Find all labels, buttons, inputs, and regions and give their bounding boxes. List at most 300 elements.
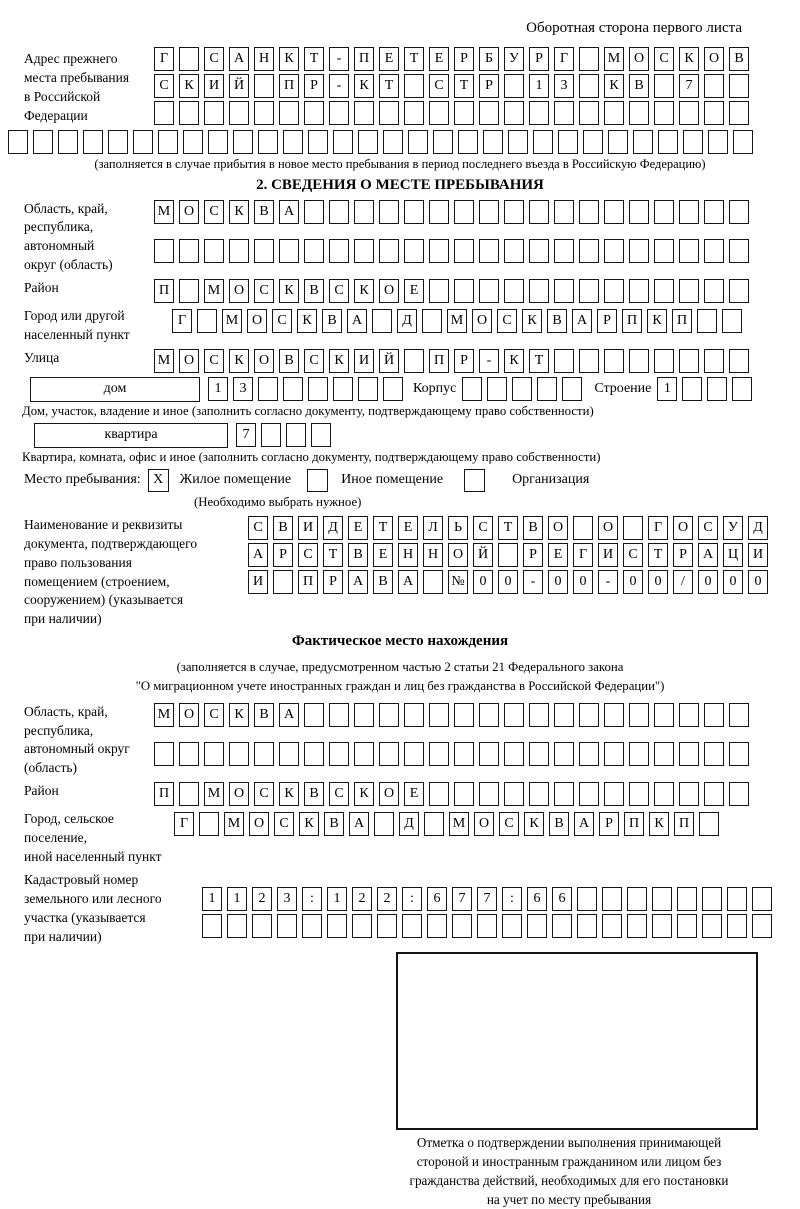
char-cell[interactable] [579, 349, 599, 373]
char-cell[interactable]: В [549, 812, 569, 836]
char-cell[interactable] [404, 200, 424, 224]
char-cell[interactable] [727, 887, 747, 911]
char-cell[interactable]: Р [323, 570, 343, 594]
char-cell[interactable] [562, 377, 582, 401]
char-cell[interactable]: К [279, 782, 299, 806]
char-cell[interactable]: 7 [236, 423, 256, 447]
char-cell[interactable]: О [448, 543, 468, 567]
char-cell[interactable] [629, 349, 649, 373]
char-cell[interactable]: Р [599, 812, 619, 836]
char-cell[interactable] [258, 130, 278, 154]
char-cell[interactable]: Г [172, 309, 192, 333]
char-cell[interactable]: 1 [529, 74, 549, 98]
char-cell[interactable] [729, 349, 749, 373]
char-cell[interactable] [752, 914, 772, 938]
char-cell[interactable] [254, 101, 274, 125]
char-cell[interactable]: Е [429, 47, 449, 71]
cadastral-row-1[interactable] [202, 887, 772, 911]
char-cell[interactable] [504, 101, 524, 125]
char-cell[interactable]: П [624, 812, 644, 836]
char-cell[interactable] [679, 101, 699, 125]
char-cell[interactable]: 0 [748, 570, 768, 594]
char-cell[interactable]: О [379, 279, 399, 303]
char-cell[interactable]: П [298, 570, 318, 594]
char-cell[interactable] [504, 279, 524, 303]
char-cell[interactable] [554, 782, 574, 806]
char-cell[interactable] [704, 349, 724, 373]
char-cell[interactable] [279, 239, 299, 263]
char-cell[interactable] [702, 887, 722, 911]
char-cell[interactable]: 2 [352, 887, 372, 911]
char-cell[interactable]: В [373, 570, 393, 594]
char-cell[interactable]: Р [523, 543, 543, 567]
char-cell[interactable]: С [254, 279, 274, 303]
char-cell[interactable]: П [674, 812, 694, 836]
char-cell[interactable] [154, 239, 174, 263]
char-cell[interactable]: 6 [527, 887, 547, 911]
char-cell[interactable] [154, 101, 174, 125]
char-cell[interactable]: В [629, 74, 649, 98]
char-cell[interactable]: С [298, 543, 318, 567]
char-cell[interactable]: К [329, 349, 349, 373]
char-cell[interactable] [261, 423, 281, 447]
char-cell[interactable]: Т [529, 349, 549, 373]
char-cell[interactable]: Е [398, 516, 418, 540]
char-cell[interactable]: С [654, 47, 674, 71]
char-cell[interactable] [623, 516, 643, 540]
char-cell[interactable] [311, 423, 331, 447]
char-cell[interactable]: К [279, 279, 299, 303]
char-cell[interactable]: 3 [277, 887, 297, 911]
char-cell[interactable] [279, 101, 299, 125]
char-cell[interactable] [752, 887, 772, 911]
char-cell[interactable] [227, 914, 247, 938]
char-cell[interactable]: С [329, 782, 349, 806]
char-cell[interactable] [604, 703, 624, 727]
char-cell[interactable] [429, 703, 449, 727]
char-cell[interactable]: С [329, 279, 349, 303]
char-cell[interactable]: М [154, 349, 174, 373]
char-cell[interactable] [579, 239, 599, 263]
char-cell[interactable]: М [224, 812, 244, 836]
district-row[interactable] [154, 279, 749, 303]
char-cell[interactable] [654, 349, 674, 373]
char-cell[interactable]: В [547, 309, 567, 333]
char-cell[interactable] [579, 200, 599, 224]
char-cell[interactable]: А [349, 812, 369, 836]
char-cell[interactable] [654, 200, 674, 224]
char-cell[interactable]: О [472, 309, 492, 333]
residence-checkbox-org[interactable] [464, 469, 485, 492]
char-cell[interactable] [498, 543, 518, 567]
char-cell[interactable] [602, 914, 622, 938]
char-cell[interactable]: С [204, 703, 224, 727]
char-cell[interactable] [422, 309, 442, 333]
char-cell[interactable]: О [229, 782, 249, 806]
char-cell[interactable] [33, 130, 53, 154]
char-cell[interactable] [273, 570, 293, 594]
char-cell[interactable] [302, 914, 322, 938]
char-cell[interactable]: О [673, 516, 693, 540]
char-cell[interactable] [354, 239, 374, 263]
char-cell[interactable] [579, 703, 599, 727]
char-cell[interactable]: 0 [648, 570, 668, 594]
char-cell[interactable] [454, 101, 474, 125]
char-cell[interactable]: 0 [573, 570, 593, 594]
char-cell[interactable] [423, 570, 443, 594]
char-cell[interactable]: Т [498, 516, 518, 540]
char-cell[interactable] [554, 239, 574, 263]
char-cell[interactable]: 7 [679, 74, 699, 98]
char-cell[interactable] [633, 130, 653, 154]
char-cell[interactable] [604, 742, 624, 766]
char-cell[interactable]: П [154, 782, 174, 806]
char-cell[interactable]: И [354, 349, 374, 373]
char-cell[interactable] [704, 703, 724, 727]
char-cell[interactable]: 7 [452, 887, 472, 911]
char-cell[interactable] [404, 742, 424, 766]
char-cell[interactable]: 0 [623, 570, 643, 594]
char-cell[interactable]: М [154, 200, 174, 224]
char-cell[interactable]: 1 [657, 377, 677, 401]
document-row-1[interactable] [248, 516, 768, 540]
apartment-number-row[interactable] [236, 423, 331, 447]
char-cell[interactable] [374, 812, 394, 836]
char-cell[interactable] [677, 914, 697, 938]
char-cell[interactable] [179, 47, 199, 71]
char-cell[interactable]: Ц [723, 543, 743, 567]
char-cell[interactable]: В [322, 309, 342, 333]
char-cell[interactable] [608, 130, 628, 154]
char-cell[interactable] [204, 239, 224, 263]
char-cell[interactable] [577, 887, 597, 911]
char-cell[interactable] [83, 130, 103, 154]
char-cell[interactable] [197, 309, 217, 333]
char-cell[interactable] [254, 74, 274, 98]
char-cell[interactable]: Н [398, 543, 418, 567]
char-cell[interactable] [304, 200, 324, 224]
char-cell[interactable] [372, 309, 392, 333]
char-cell[interactable]: Ь [448, 516, 468, 540]
char-cell[interactable] [679, 349, 699, 373]
char-cell[interactable] [679, 279, 699, 303]
char-cell[interactable] [202, 914, 222, 938]
char-cell[interactable]: Р [479, 74, 499, 98]
char-cell[interactable] [627, 887, 647, 911]
char-cell[interactable]: Т [648, 543, 668, 567]
char-cell[interactable] [429, 101, 449, 125]
char-cell[interactable]: О [249, 812, 269, 836]
char-cell[interactable] [654, 742, 674, 766]
char-cell[interactable]: М [154, 703, 174, 727]
char-cell[interactable] [8, 130, 28, 154]
char-cell[interactable] [629, 742, 649, 766]
char-cell[interactable] [554, 101, 574, 125]
char-cell[interactable] [379, 742, 399, 766]
char-cell[interactable]: О [548, 516, 568, 540]
char-cell[interactable] [429, 239, 449, 263]
char-cell[interactable]: А [347, 309, 367, 333]
char-cell[interactable] [179, 239, 199, 263]
char-cell[interactable]: И [248, 570, 268, 594]
char-cell[interactable]: Р [597, 309, 617, 333]
char-cell[interactable] [529, 782, 549, 806]
char-cell[interactable]: 0 [548, 570, 568, 594]
char-cell[interactable]: К [229, 200, 249, 224]
char-cell[interactable]: : [502, 887, 522, 911]
char-cell[interactable]: 1 [208, 377, 228, 401]
char-cell[interactable]: П [354, 47, 374, 71]
prev-address-row-4[interactable] [8, 130, 794, 154]
char-cell[interactable] [529, 742, 549, 766]
char-cell[interactable] [707, 377, 727, 401]
char-cell[interactable] [283, 130, 303, 154]
char-cell[interactable]: 1 [327, 887, 347, 911]
char-cell[interactable]: 6 [427, 887, 447, 911]
char-cell[interactable]: О [179, 703, 199, 727]
char-cell[interactable]: С [497, 309, 517, 333]
char-cell[interactable] [529, 200, 549, 224]
char-cell[interactable]: : [402, 887, 422, 911]
char-cell[interactable] [377, 914, 397, 938]
char-cell[interactable]: - [329, 74, 349, 98]
char-cell[interactable]: К [604, 74, 624, 98]
char-cell[interactable]: Д [748, 516, 768, 540]
char-cell[interactable] [629, 703, 649, 727]
char-cell[interactable]: Г [573, 543, 593, 567]
char-cell[interactable] [429, 782, 449, 806]
street-row[interactable] [154, 349, 749, 373]
char-cell[interactable] [704, 279, 724, 303]
char-cell[interactable]: В [324, 812, 344, 836]
char-cell[interactable]: В [254, 703, 274, 727]
char-cell[interactable] [679, 742, 699, 766]
char-cell[interactable] [733, 130, 753, 154]
char-cell[interactable] [577, 914, 597, 938]
char-cell[interactable]: И [204, 74, 224, 98]
actual-district-row[interactable] [154, 782, 749, 806]
char-cell[interactable] [479, 101, 499, 125]
char-cell[interactable]: - [329, 47, 349, 71]
char-cell[interactable]: А [279, 200, 299, 224]
char-cell[interactable] [304, 101, 324, 125]
char-cell[interactable]: К [354, 782, 374, 806]
char-cell[interactable]: С [204, 200, 224, 224]
char-cell[interactable] [199, 812, 219, 836]
char-cell[interactable] [504, 782, 524, 806]
char-cell[interactable] [729, 703, 749, 727]
char-cell[interactable] [504, 742, 524, 766]
char-cell[interactable]: Й [473, 543, 493, 567]
char-cell[interactable] [627, 914, 647, 938]
char-cell[interactable] [658, 130, 678, 154]
char-cell[interactable]: А [698, 543, 718, 567]
char-cell[interactable] [554, 703, 574, 727]
char-cell[interactable] [329, 703, 349, 727]
char-cell[interactable] [402, 914, 422, 938]
char-cell[interactable] [333, 130, 353, 154]
char-cell[interactable]: О [254, 349, 274, 373]
char-cell[interactable]: Й [379, 349, 399, 373]
char-cell[interactable] [504, 200, 524, 224]
char-cell[interactable] [229, 101, 249, 125]
char-cell[interactable] [729, 782, 749, 806]
char-cell[interactable] [379, 239, 399, 263]
char-cell[interactable] [258, 377, 278, 401]
char-cell[interactable]: М [204, 782, 224, 806]
char-cell[interactable] [654, 239, 674, 263]
char-cell[interactable] [179, 101, 199, 125]
house-box[interactable]: дом [30, 377, 200, 402]
char-cell[interactable] [629, 101, 649, 125]
char-cell[interactable] [204, 742, 224, 766]
actual-city-row[interactable] [174, 812, 719, 836]
char-cell[interactable] [352, 914, 372, 938]
char-cell[interactable] [529, 703, 549, 727]
char-cell[interactable]: Е [404, 279, 424, 303]
char-cell[interactable]: Е [404, 782, 424, 806]
char-cell[interactable] [529, 101, 549, 125]
char-cell[interactable]: О [704, 47, 724, 71]
char-cell[interactable] [429, 742, 449, 766]
char-cell[interactable] [454, 703, 474, 727]
char-cell[interactable]: С [623, 543, 643, 567]
char-cell[interactable]: К [279, 47, 299, 71]
char-cell[interactable] [704, 200, 724, 224]
char-cell[interactable]: О [629, 47, 649, 71]
char-cell[interactable] [604, 279, 624, 303]
char-cell[interactable] [652, 914, 672, 938]
char-cell[interactable] [458, 130, 478, 154]
char-cell[interactable]: Е [373, 543, 393, 567]
char-cell[interactable]: О [179, 200, 199, 224]
char-cell[interactable] [379, 200, 399, 224]
char-cell[interactable] [354, 742, 374, 766]
char-cell[interactable]: 2 [377, 887, 397, 911]
char-cell[interactable] [579, 47, 599, 71]
region-row-2[interactable] [154, 239, 749, 263]
char-cell[interactable] [433, 130, 453, 154]
char-cell[interactable]: Р [304, 74, 324, 98]
char-cell[interactable] [729, 200, 749, 224]
char-cell[interactable] [579, 101, 599, 125]
char-cell[interactable]: Е [548, 543, 568, 567]
char-cell[interactable] [729, 74, 749, 98]
char-cell[interactable] [304, 742, 324, 766]
char-cell[interactable] [552, 914, 572, 938]
char-cell[interactable] [652, 887, 672, 911]
cadastral-row-2[interactable] [202, 914, 772, 938]
char-cell[interactable]: 0 [723, 570, 743, 594]
char-cell[interactable]: С [204, 47, 224, 71]
char-cell[interactable] [682, 377, 702, 401]
char-cell[interactable]: / [673, 570, 693, 594]
char-cell[interactable]: Е [348, 516, 368, 540]
char-cell[interactable] [254, 239, 274, 263]
char-cell[interactable] [383, 377, 403, 401]
char-cell[interactable] [108, 130, 128, 154]
char-cell[interactable] [537, 377, 557, 401]
char-cell[interactable]: Р [273, 543, 293, 567]
char-cell[interactable] [722, 309, 742, 333]
char-cell[interactable] [508, 130, 528, 154]
char-cell[interactable]: К [297, 309, 317, 333]
char-cell[interactable]: Р [454, 349, 474, 373]
char-cell[interactable] [654, 703, 674, 727]
char-cell[interactable]: С [429, 74, 449, 98]
char-cell[interactable] [629, 239, 649, 263]
char-cell[interactable]: А [572, 309, 592, 333]
char-cell[interactable] [529, 279, 549, 303]
char-cell[interactable] [424, 812, 444, 836]
char-cell[interactable]: К [179, 74, 199, 98]
char-cell[interactable] [479, 703, 499, 727]
char-cell[interactable] [573, 516, 593, 540]
char-cell[interactable]: 7 [477, 887, 497, 911]
char-cell[interactable] [308, 130, 328, 154]
char-cell[interactable] [512, 377, 532, 401]
char-cell[interactable]: А [398, 570, 418, 594]
char-cell[interactable] [229, 239, 249, 263]
char-cell[interactable] [654, 782, 674, 806]
char-cell[interactable] [58, 130, 78, 154]
char-cell[interactable]: С [204, 349, 224, 373]
char-cell[interactable] [308, 377, 328, 401]
char-cell[interactable]: К [649, 812, 669, 836]
char-cell[interactable] [554, 200, 574, 224]
char-cell[interactable]: К [647, 309, 667, 333]
char-cell[interactable] [683, 130, 703, 154]
char-cell[interactable]: У [723, 516, 743, 540]
char-cell[interactable]: 3 [554, 74, 574, 98]
char-cell[interactable]: К [522, 309, 542, 333]
char-cell[interactable]: О [474, 812, 494, 836]
char-cell[interactable]: П [622, 309, 642, 333]
char-cell[interactable] [354, 200, 374, 224]
city-row[interactable] [172, 309, 742, 333]
char-cell[interactable]: Д [323, 516, 343, 540]
char-cell[interactable] [502, 914, 522, 938]
char-cell[interactable] [354, 101, 374, 125]
char-cell[interactable] [677, 887, 697, 911]
prev-address-row-3[interactable] [154, 101, 749, 125]
char-cell[interactable]: К [354, 74, 374, 98]
char-cell[interactable]: М [604, 47, 624, 71]
char-cell[interactable] [229, 742, 249, 766]
char-cell[interactable]: - [479, 349, 499, 373]
char-cell[interactable]: К [679, 47, 699, 71]
char-cell[interactable] [679, 200, 699, 224]
char-cell[interactable]: 1 [227, 887, 247, 911]
char-cell[interactable] [604, 782, 624, 806]
char-cell[interactable] [383, 130, 403, 154]
char-cell[interactable] [704, 74, 724, 98]
char-cell[interactable]: К [504, 349, 524, 373]
char-cell[interactable] [629, 782, 649, 806]
char-cell[interactable]: У [504, 47, 524, 71]
char-cell[interactable] [654, 74, 674, 98]
char-cell[interactable] [604, 200, 624, 224]
char-cell[interactable]: Т [323, 543, 343, 567]
char-cell[interactable] [179, 782, 199, 806]
document-row-2[interactable] [248, 543, 768, 567]
char-cell[interactable] [429, 279, 449, 303]
char-cell[interactable] [679, 703, 699, 727]
document-row-3[interactable] [248, 570, 768, 594]
char-cell[interactable]: 6 [552, 887, 572, 911]
char-cell[interactable]: К [299, 812, 319, 836]
char-cell[interactable]: И [298, 516, 318, 540]
